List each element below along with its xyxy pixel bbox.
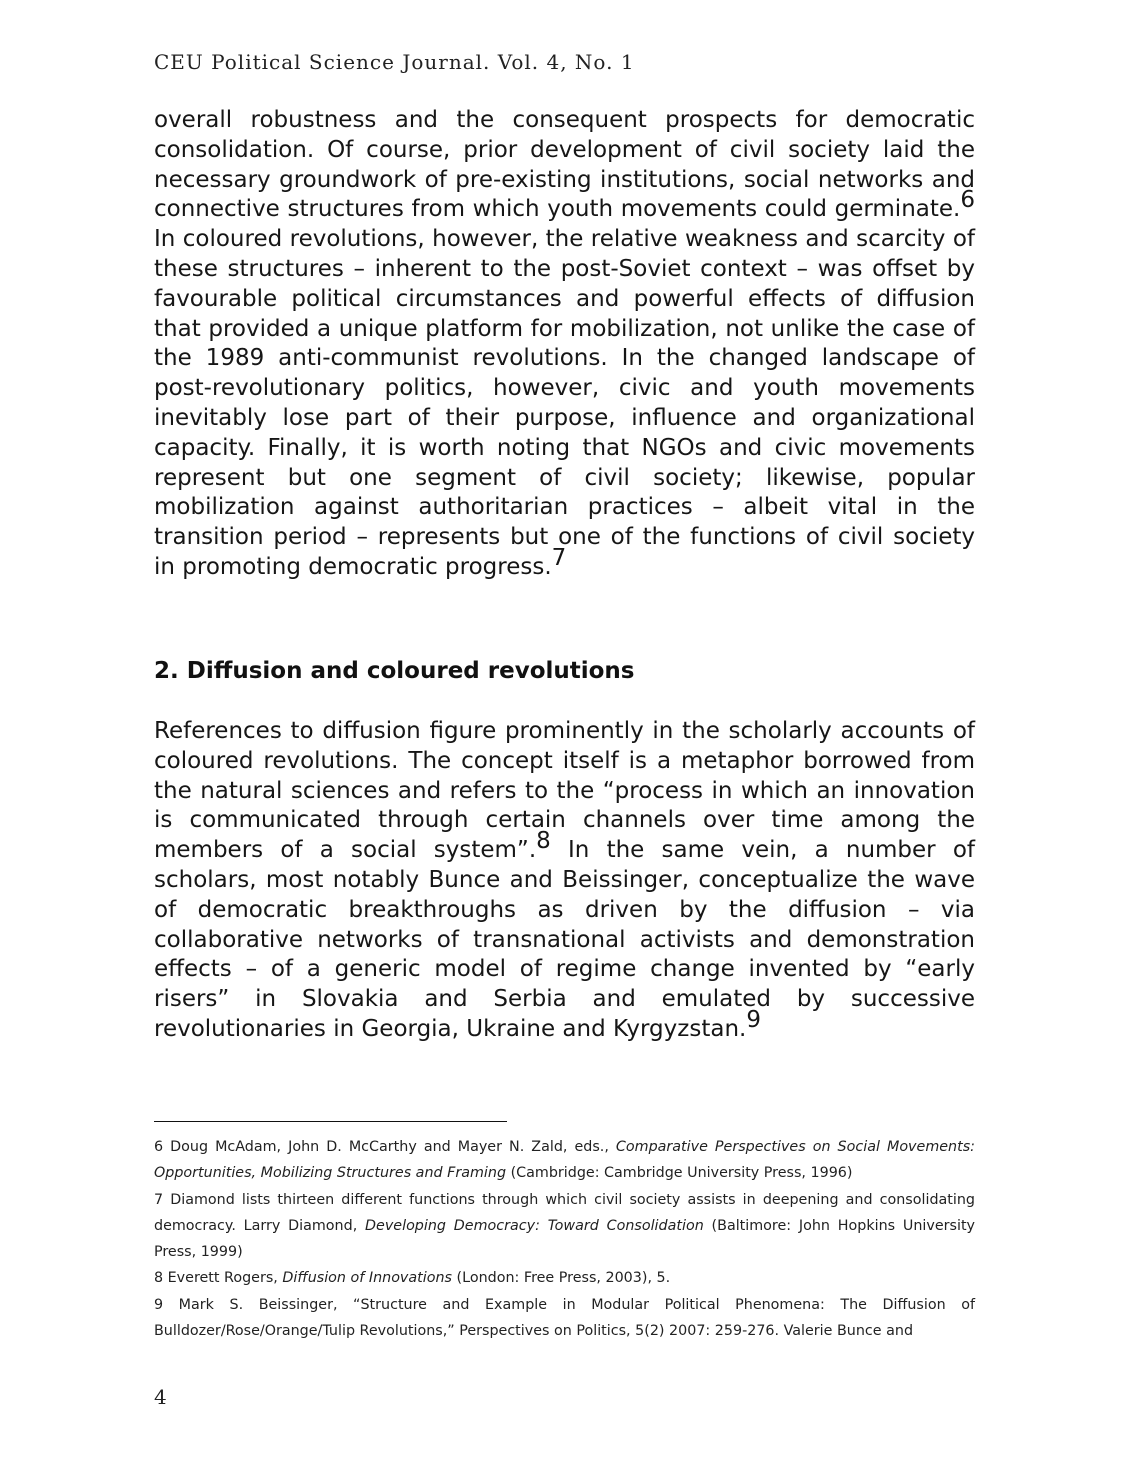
footnote-6: [154, 1134, 975, 1187]
footnotes: [154, 1134, 975, 1344]
footnote-7: [154, 1187, 975, 1266]
footnote-text: Mark S. Beissinger, “Structure and Example in Modular Political Phenomena: The Diffusion of Bulldozer/Rose/Orange/Tulip Revolutions,” Perspectives on Politics, 5(2) 2007: 259-276. Valerie Bunce and: [154, 1296, 975, 1340]
footnote-text: (Baltimore: John Hopkins University Press, 1999): [154, 1217, 976, 1261]
footnote-reference-8[interactable]: 8: [536, 828, 551, 855]
paragraph-text: In the same vein, a number of scholars, most notably Bunce and Beissinger, conceptualize the wave of democratic breakthroughs as driven by the diffusion – via collaborative networks of transnational activists and demonstration effects – of a generic model of regime change invented by “early risers” in Slovakia and Serbia and emulated by successive revolutionaries in Georgia, Ukraine and Kyrgyzstan.: [154, 837, 976, 1042]
footnote-title: Developing Democracy: Toward Consolidation: [365, 1217, 704, 1234]
body-paragraph-2: [154, 717, 975, 1045]
section-heading: 2. Diffusion and coloured revolutions: [154, 658, 635, 684]
footnote-title: Diffusion of Innovations: [282, 1270, 452, 1287]
paragraph-text: References to diffusion figure prominently in the scholarly accounts of coloured revolutions. The concept itself is a metaphor borrowed from the natural sciences and refers to the “process in which an innovation is communicated through certain channels over time among the members of a social system”.: [154, 718, 975, 864]
footnote-number: 6: [154, 1139, 164, 1155]
footnote-separator: [154, 1121, 507, 1122]
footnote-9: [154, 1292, 975, 1345]
footnote-text: Everett Rogers,: [163, 1270, 283, 1287]
footnote-text: Doug McAdam, John D. McCarthy and Mayer N. Zald, eds.,: [163, 1139, 616, 1155]
paragraph-text: overall robustness and the consequent prospects for democratic consolidation. Of course, prior development of civil society laid the necessary groundwork of pre-existing institutions, social networks and connective structures from which youth movements could germinate.: [154, 107, 975, 223]
running-head: CEU Political Science Journal. Vol. 4, No. 1: [154, 50, 635, 74]
footnote-reference-6[interactable]: 6: [960, 187, 975, 214]
footnote-reference-9[interactable]: 9: [746, 1006, 761, 1033]
footnote-number: 7: [154, 1191, 164, 1208]
footnote-reference-7[interactable]: 7: [551, 544, 567, 571]
page-number: 4: [154, 1385, 167, 1409]
footnote-number: 9: [154, 1296, 164, 1313]
body-paragraph-1: [154, 106, 975, 583]
footnote-text: (Cambridge: Cambridge University Press, 1996): [506, 1165, 853, 1182]
footnote-title: Comparative Perspectives on Social Movements: Opportunities, Mobilizing Structures and Framing: [154, 1139, 975, 1182]
footnote-8: [154, 1265, 975, 1291]
paragraph-text: In coloured revolutions, however, the relative weakness and scarcity of these structures – inherent to the post-Soviet context – was offset by favourable political circumstances and powerful effects of diffusion that provided a unique platform for mobilization, not unlike the case of the 1989 anti-communist revolutions. In the changed landscape of post-revolutionary politics, however, civic and youth movements inevitably lose part of their purpose, influence and organizational capacity. Finally, it is worth noting that NGOs and civic movements represent but one segment of civil society; likewise, popular mobilization against authoritarian practices – albeit vital in the transition period – represents but one of the functions of civil society in promoting democratic progress.: [154, 226, 975, 580]
footnote-number: 8: [154, 1270, 164, 1287]
footnote-text: (London: Free Press, 2003), 5.: [452, 1270, 671, 1287]
footnote-text: Diamond lists thirteen different functions through which civil society assists in deepening and consolidating democracy. Larry Diamond,: [154, 1191, 975, 1234]
